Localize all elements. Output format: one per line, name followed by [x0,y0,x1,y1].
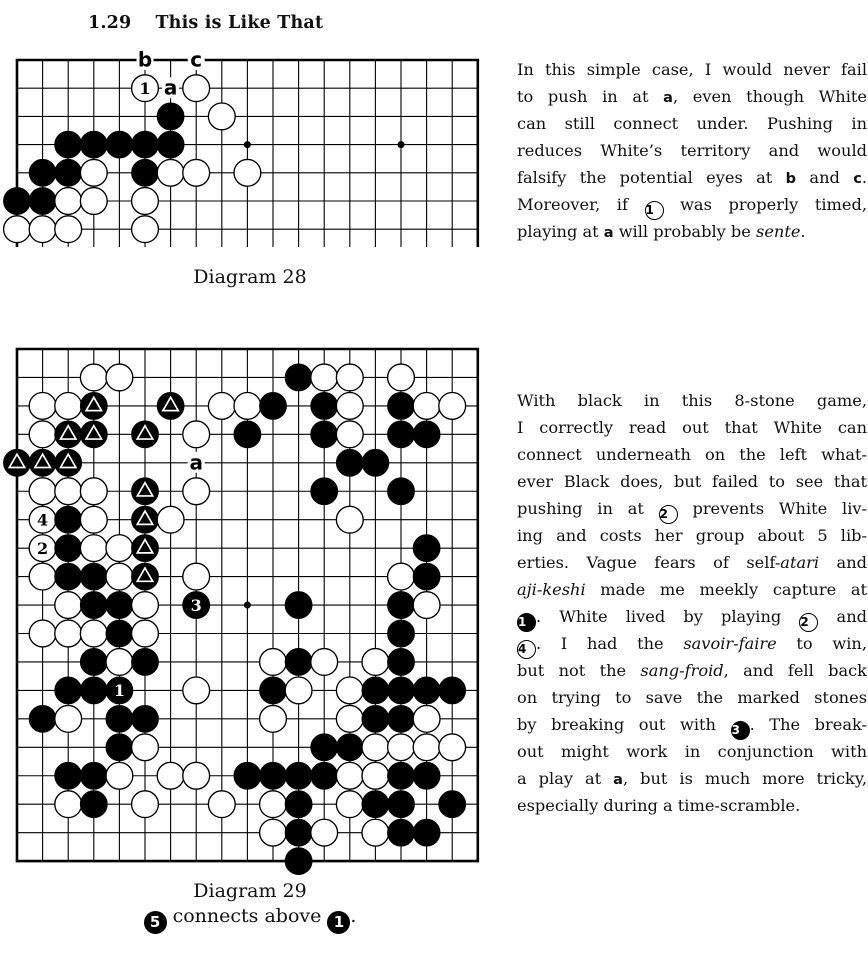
white-stone [183,75,210,102]
text-run: by breaking out with [517,715,731,734]
black-stone [413,421,440,448]
diagram-29-note [0,905,500,934]
text-run: playing at [517,222,604,241]
white-stone [132,592,159,619]
go-term: atari [780,553,820,572]
diagram-28-caption: Diagram 28 [193,266,307,288]
black-stone [413,563,440,590]
diagram-28-board [0,46,500,256]
black-stone [29,188,56,215]
point-label-b: b [137,47,153,72]
black-stone [388,677,415,704]
white-stone [132,734,159,761]
text-run: pushing in at [517,499,659,518]
text-line [517,657,867,684]
white-stone [106,563,133,590]
point-letter: c [853,171,862,187]
black-stone [336,734,363,761]
white-stone [260,705,287,732]
white-stone [80,188,107,215]
white-stone [439,734,466,761]
black-stone [285,819,312,846]
white-stone [362,734,389,761]
text-run: connect underneath on the left what- [517,445,867,464]
text-run: falsify the potential eyes at [517,168,786,187]
black-stone [80,592,107,619]
black-stone [439,791,466,818]
text-run: ing and costs her group about 5 lib- [517,526,867,545]
black-stone [311,734,338,761]
paragraph-diagram-29 [517,387,867,819]
text-run: to win, [776,634,867,653]
white-stone [106,535,133,562]
black-stone [106,131,133,158]
white-stone [157,506,184,533]
black-stone [388,620,415,647]
white-stone [29,216,56,243]
white-stone [183,478,210,505]
text-run: and [796,168,854,187]
text-line [517,630,867,657]
point-letter: a [613,772,623,788]
white-stone [132,216,159,243]
black-stone [132,649,159,676]
white-stone [260,819,287,846]
black-stone [311,762,338,789]
text-line [517,549,867,576]
text-line [517,137,867,164]
black-stone [413,677,440,704]
white-stone [55,705,82,732]
white-stone [388,734,415,761]
text-run: , even though White [672,87,867,106]
black-stone [80,563,107,590]
white-stone [80,535,107,562]
white-stone [29,478,56,505]
white-stone [183,159,210,186]
white-stone [132,620,159,647]
white-stone [29,563,56,590]
white-stone [413,734,440,761]
black-stone [285,592,312,619]
text-run: will probably be [613,222,757,241]
white-stone [55,393,82,420]
stone-number: 2 [37,538,49,558]
white-stone [336,705,363,732]
black-stone [260,762,287,789]
go-term: sente [756,222,801,241]
white-stone [311,819,338,846]
white-stone [80,506,107,533]
black-stone [55,506,82,533]
text-run: ever Black does, but failed to see that [517,472,867,491]
text-run: and [819,553,867,572]
black-stone [388,421,415,448]
white-stone [234,393,261,420]
black-stone [285,762,312,789]
white-stone [413,393,440,420]
white-stone [208,393,235,420]
black-stone [80,762,107,789]
paragraph-diagram-28 [517,56,867,245]
text-line [517,110,867,137]
stone-number: 1 [139,79,151,98]
white-stone [29,620,56,647]
white-stone-ref: 4 [517,640,536,659]
star-point [244,602,251,609]
white-stone [336,677,363,704]
white-stone [311,364,338,391]
black-stone-ref: 1 [327,911,350,934]
black-stone [234,762,261,789]
white-stone [413,705,440,732]
text-run: out might work in conjunction with [517,742,867,761]
white-stone [80,364,107,391]
black-stone [80,791,107,818]
text-line [517,468,867,495]
white-stone [183,563,210,590]
white-stone [55,791,82,818]
white-stone [55,188,82,215]
black-stone-ref: 1 [517,613,536,632]
text-run: and [818,607,867,626]
text-run: . [861,168,867,187]
black-stone [285,791,312,818]
text-line [517,191,867,218]
text-line [517,765,867,792]
white-stone [388,563,415,590]
white-stone [55,478,82,505]
white-stone [132,791,159,818]
white-stone [80,620,107,647]
text-line [517,522,867,549]
black-stone [388,705,415,732]
text-run: . White lived by playing [536,607,800,626]
white-stone [388,364,415,391]
black-stone [234,421,261,448]
point-letter: b [785,171,797,187]
black-stone [439,677,466,704]
text-line [517,83,867,110]
black-stone [285,649,312,676]
text-run: . [800,222,806,241]
black-stone [132,705,159,732]
text-line [517,164,867,191]
black-stone [80,649,107,676]
black-stone [388,478,415,505]
black-stone [4,188,31,215]
point-label-a: a [163,75,178,100]
section-number: 1.29 [88,13,132,33]
black-stone-ref: 5 [144,911,167,934]
text-run: reduces White’s territory and would [517,141,867,160]
stone-number: 4 [37,510,49,530]
white-stone [285,677,312,704]
black-stone [362,449,389,476]
white-stone [336,762,363,789]
text-line [517,684,867,711]
point-label-c: c [190,47,203,72]
text-run: , but is much more tricky, [622,769,867,788]
white-stone [336,393,363,420]
white-stone [157,159,184,186]
black-stone [29,159,56,186]
text-line [517,576,867,603]
black-stone [29,705,56,732]
text-line [517,792,867,819]
white-stone [106,762,133,789]
white-stone [55,620,82,647]
white-stone [106,364,133,391]
black-stone [388,791,415,818]
black-stone [311,421,338,448]
white-stone [234,159,261,186]
star-point [398,141,405,148]
go-term: savoir-faire [683,634,777,653]
text-line [517,495,867,522]
text-run: I correctly read out that White can [517,418,867,437]
white-stone [55,592,82,619]
black-stone [106,592,133,619]
stone-number: 3 [190,595,202,615]
point-letter: a [663,90,673,106]
point-label-a: a [189,450,203,475]
star-point [244,141,251,148]
white-stone [362,762,389,789]
black-stone-ref: 3 [731,721,750,740]
white-stone-ref: 1 [645,201,664,220]
diagram-29-board [0,336,500,878]
black-stone [80,677,107,704]
stone-number: 1 [113,681,125,701]
white-stone [413,592,440,619]
text-run: was properly timed, [663,195,867,214]
white-stone [183,762,210,789]
text-run: . [350,905,357,927]
black-stone [132,159,159,186]
text-run: especially during a time-scramble. [517,796,801,815]
text-line [517,738,867,765]
point-letter: a [603,225,614,241]
text-run: prevents White liv- [677,499,867,518]
black-stone [157,103,184,130]
text-run: a play at [517,769,614,788]
text-run: With black in this 8-stone game, [517,391,867,410]
white-stone [55,216,82,243]
black-stone [311,478,338,505]
text-line [517,414,867,441]
black-stone [55,677,82,704]
white-stone [132,188,159,215]
text-run: erties. Vague fears of self- [517,553,781,572]
white-stone [362,649,389,676]
white-stone [80,478,107,505]
text-run: . The break- [749,715,867,734]
text-run: In this simple case, I would never fail [517,60,867,79]
white-stone [183,421,210,448]
black-stone [388,393,415,420]
diagram-29-caption: Diagram 29 [193,880,307,902]
black-stone [285,848,312,875]
white-stone-ref: 2 [799,613,818,632]
black-stone [336,449,363,476]
white-stone [157,762,184,789]
text-line [517,218,867,245]
black-stone [388,649,415,676]
white-stone [183,677,210,704]
black-stone [285,364,312,391]
white-stone [439,393,466,420]
white-stone [260,791,287,818]
text-run: but not the [517,661,641,680]
black-stone [55,535,82,562]
white-stone [29,393,56,420]
go-term: aji-keshi [517,580,586,599]
white-stone-ref: 2 [659,505,678,524]
text-run: on trying to save the marked stones [517,688,867,707]
black-stone [55,159,82,186]
white-stone [336,364,363,391]
text-line [517,603,867,630]
black-stone [55,762,82,789]
text-run: Moreover, if [517,195,645,214]
text-run: connects above [166,905,328,927]
black-stone [80,131,107,158]
text-line [517,56,867,83]
text-line [517,387,867,414]
white-stone [336,791,363,818]
black-stone [106,620,133,647]
black-stone [260,677,287,704]
white-stone [208,103,235,130]
black-stone [413,762,440,789]
black-stone [362,791,389,818]
text-line [517,711,867,738]
black-stone [132,131,159,158]
black-stone [413,535,440,562]
black-stone [413,819,440,846]
text-run: . I had the [536,634,684,653]
black-stone [388,819,415,846]
black-stone [362,705,389,732]
go-term: sang-froid [640,661,724,680]
black-stone [388,592,415,619]
text-run: to push in at [517,87,664,106]
black-stone [388,762,415,789]
black-stone [362,677,389,704]
black-stone [106,705,133,732]
black-stone [55,131,82,158]
black-stone [260,393,287,420]
text-run: , and fell back [723,661,867,680]
section-title: This is Like That [155,13,324,33]
text-run: can still connect under. Pushing in [517,114,867,133]
white-stone [336,506,363,533]
white-stone [29,421,56,448]
white-stone [106,649,133,676]
section-heading [88,13,323,33]
white-stone [208,791,235,818]
black-stone [157,131,184,158]
white-stone [311,649,338,676]
white-stone [336,421,363,448]
black-stone [106,734,133,761]
text-run: made me meekly capture at [585,580,867,599]
white-stone [260,649,287,676]
white-stone [4,216,31,243]
text-line [517,441,867,468]
black-stone [311,393,338,420]
white-stone [362,819,389,846]
white-stone [80,159,107,186]
black-stone [55,563,82,590]
